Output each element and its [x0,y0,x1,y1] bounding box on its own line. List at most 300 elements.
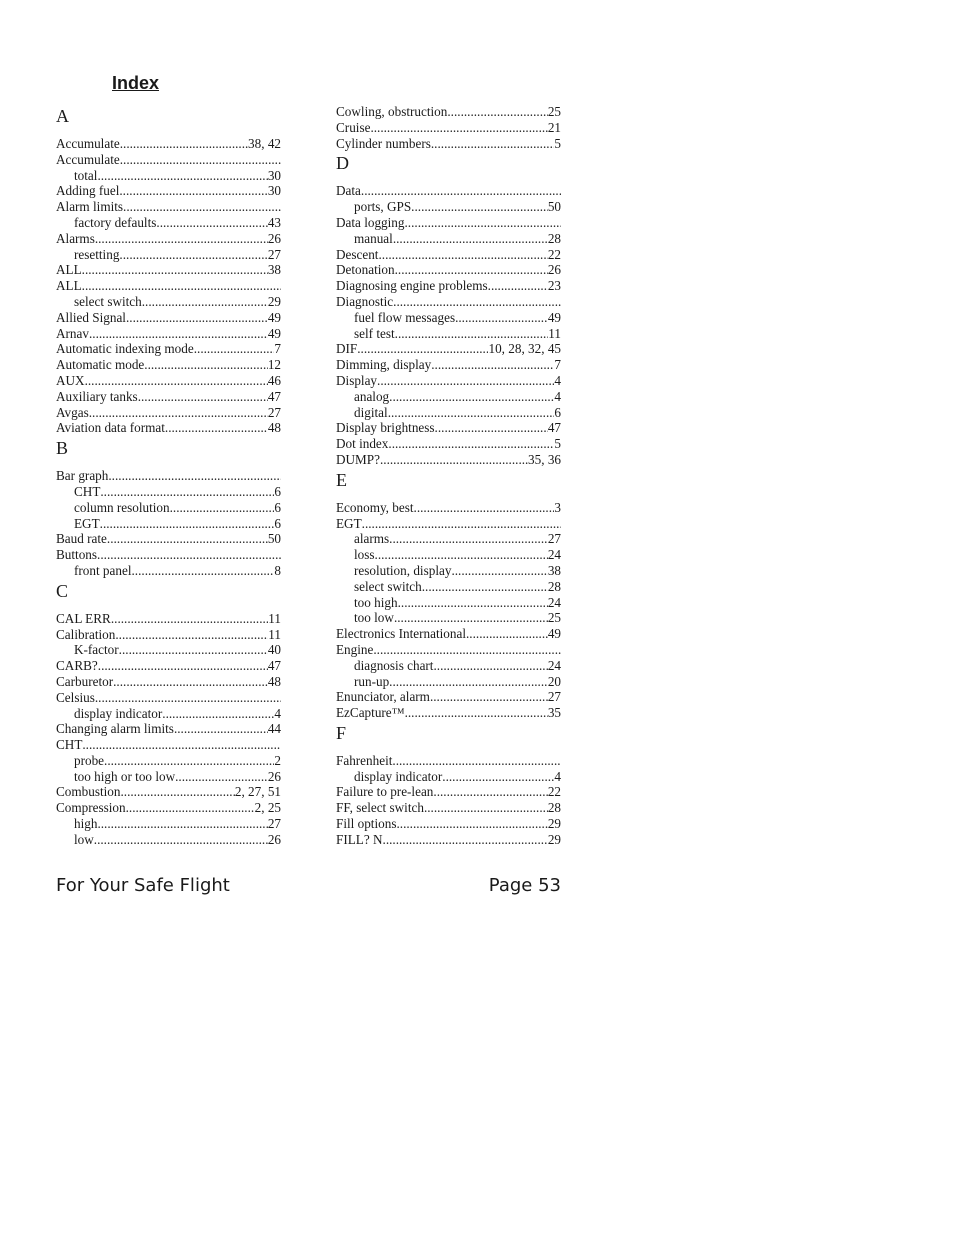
dot-leader [100,516,275,532]
entry-term: digital [354,404,388,420]
entry-term: Cruise [336,119,371,135]
entry-term: Changing alarm limits [56,721,174,737]
entry-pages: 26 [547,262,561,278]
entry-term: Avgas [56,404,89,420]
index-entry [56,152,281,168]
index-entry [56,658,281,674]
entry-term: select switch [74,293,142,309]
entry-pages: 50 [547,199,561,215]
entry-pages: 35, 36 [528,451,561,467]
entry-pages: 38 [267,262,281,278]
entry-term: Cylinder numbers [336,135,431,151]
index-entry [336,278,561,294]
entry-pages: 4 [274,705,281,721]
index-entry [56,326,281,342]
entry-term: Data [336,183,361,199]
entry-pages: 46 [267,372,281,388]
dot-leader [120,784,234,800]
entry-pages: 44 [267,721,281,737]
entry-pages: 26 [267,230,281,246]
index-subentry [336,547,561,563]
entry-pages: 27 [547,689,561,705]
index-subentry [336,595,561,611]
section-letter: E [336,469,347,490]
entry-term: diagnosis chart [354,657,434,673]
dot-leader [389,674,548,690]
dot-leader [94,832,268,848]
entry-term: Aviation data format [56,420,165,436]
index-entry [56,231,281,247]
dot-leader [389,389,554,405]
entry-pages: 48 [267,673,281,689]
entry-pages: 29 [547,831,561,847]
index-entry [56,784,281,800]
entry-term: Display brightness [336,420,435,436]
entry-pages: 10, 28, 32, 45 [488,341,561,357]
index-entry [336,626,561,642]
dot-leader [175,769,268,785]
dot-leader [433,658,547,674]
dot-leader [138,389,268,405]
dot-leader [89,326,268,342]
entry-term: Carburetor [56,673,114,689]
dot-leader [394,610,548,626]
entry-term: Diagnostic [336,293,394,309]
dot-leader [362,516,561,532]
index-entry [336,420,561,436]
section-letter: C [56,580,69,601]
entry-pages: 11 [268,626,281,642]
dot-leader [126,800,255,816]
index-subentry [56,563,281,579]
entry-pages: 28 [547,578,561,594]
index-title: Index [112,73,160,93]
index-entry [336,262,561,278]
index-subentry [336,579,561,595]
entry-term: CHT [74,483,101,499]
index-entry [336,832,561,848]
entry-term: select switch [354,578,422,594]
dot-leader [466,626,548,642]
index-subentry [336,389,561,405]
entry-term: Dot index [336,436,389,452]
index-entry [56,199,281,215]
entry-term: too high or too low [74,768,176,784]
entry-pages: 27 [267,404,281,420]
dot-leader [442,769,554,785]
entry-pages: 4 [554,388,561,404]
dot-leader [383,832,548,848]
entry-pages: 23 [547,278,561,294]
index-entry [56,800,281,816]
index-entry [56,405,281,421]
entry-term: Fill options [336,816,397,832]
entry-term: Engine [336,641,374,657]
index-entry [56,531,281,547]
dot-leader [82,737,281,753]
dot-leader [85,373,268,389]
entry-term: ALL [56,262,82,278]
entry-pages: 47 [547,420,561,436]
entry-term: loss [354,547,375,563]
dot-leader [398,595,548,611]
index-subentry [336,658,561,674]
dot-leader [395,262,548,278]
dot-leader [123,199,281,215]
index-entry [56,262,281,278]
dot-leader [119,183,267,199]
dot-leader [488,278,548,294]
index-entry [56,357,281,373]
dot-leader [156,215,267,231]
entry-pages: 7 [554,357,561,373]
entry-term: column resolution [74,499,170,515]
dot-leader [108,468,281,484]
entry-term: alarms [354,531,390,547]
index-entry [56,420,281,436]
entry-term: self test [354,325,395,341]
index-entry [56,389,281,405]
entry-term: DIF [336,341,358,357]
index-subentry [56,769,281,785]
dot-leader [431,136,555,152]
index-subentry [336,769,561,785]
entry-term: fuel flow messages [354,309,456,325]
entry-term: CARB? [56,658,98,674]
dot-leader [361,183,561,199]
entry-pages: 6 [274,483,281,499]
entry-term: factory defaults [74,214,157,230]
entry-term: CHT [56,737,83,753]
dot-leader [98,658,268,674]
entry-pages: 49 [547,309,561,325]
entry-pages: 4 [554,372,561,388]
section-letter: A [56,106,69,126]
index-subentry [336,326,561,342]
entry-term: CAL ERR [56,610,111,626]
entry-term: Buttons [56,547,98,563]
dot-leader [170,500,275,516]
entry-term: Diagnosing engine problems [336,278,488,294]
entry-term: Economy, best [336,499,414,515]
entry-term: AUX [56,372,85,388]
dot-leader [120,152,281,168]
entry-pages: 40 [267,642,281,658]
index-entry [336,357,561,373]
dot-leader [82,262,268,278]
entry-pages: 26 [267,768,281,784]
entry-term: Accumulate [56,151,120,167]
index-entry [56,627,281,643]
dot-leader [115,627,268,643]
dot-leader [126,310,268,326]
entry-term: Data logging [336,214,405,230]
index-entry [56,721,281,737]
index-subentry [56,816,281,832]
entry-pages: 48 [267,420,281,436]
index-entry [336,247,561,263]
index-subentry [336,674,561,690]
entry-pages: 30 [267,167,281,183]
entry-term: low [74,831,94,847]
dot-leader [389,531,548,547]
dot-leader [405,705,548,721]
entry-term: Calibration [56,626,116,642]
dot-leader [396,816,547,832]
entry-term: Automatic mode [56,357,145,373]
index-subentry [336,610,561,626]
entry-term: Allied Signal [56,309,126,325]
index-entry [56,373,281,389]
entry-term: Failure to pre-lean [336,784,434,800]
entry-pages: 49 [547,626,561,642]
dot-leader [393,231,548,247]
entry-term: EzCapture™ [336,705,405,721]
entry-pages: 38, 42 [248,136,281,151]
entry-term: front panel [74,562,132,578]
entry-pages: 30 [267,183,281,199]
entry-term: Descent [336,246,379,262]
dot-leader [451,563,547,579]
entry-pages: 20 [547,673,561,689]
entry-term: DUMP? [336,451,380,467]
entry-pages: 22 [547,246,561,262]
dot-leader [395,326,549,342]
entry-term: too high [354,594,398,610]
dot-leader [100,484,274,500]
entry-term: Arnav [56,325,89,341]
index-entry [336,183,561,199]
dot-leader [388,436,554,452]
entry-term: Baud rate [56,531,107,547]
entry-term: Display [336,372,378,388]
entry-pages: 6 [274,515,281,531]
dot-leader [119,642,268,658]
index-entry [336,816,561,832]
entry-term: manual [354,230,393,246]
dot-leader [370,120,547,136]
footer-page-number: Page 53 [488,875,561,896]
dot-leader [405,215,562,231]
index-entry [56,183,281,199]
index-entry [56,310,281,326]
index-entry [336,784,561,800]
index-entry [336,689,561,705]
index-entry [336,215,561,231]
index-column-right [336,104,561,848]
entry-pages: 3 [554,499,561,515]
entry-pages: 47 [267,658,281,674]
entry-pages: 21 [547,119,561,135]
index-entry [56,674,281,690]
entry-term: total [74,167,98,183]
entry-pages: 11 [268,610,281,626]
dot-leader [373,642,561,658]
entry-term: probe [74,752,105,768]
entry-term: Dimming, display [336,357,432,373]
dot-leader [174,721,268,737]
entry-pages: 25 [547,104,561,119]
dot-leader [95,231,268,247]
dot-leader [162,706,274,722]
entry-pages: 8 [274,562,281,578]
entry-term: too low [354,610,394,626]
dot-leader [97,168,267,184]
index-subentry [56,832,281,848]
dot-leader [378,247,547,263]
index-entry [336,294,561,310]
index-subentry [56,753,281,769]
entry-term: Auxiliary tanks [56,388,138,404]
dot-leader [111,611,268,627]
entry-pages: 24 [547,547,561,563]
index-entry [336,136,561,152]
dot-leader [82,278,281,294]
entry-pages: 28 [547,230,561,246]
index-entry [56,737,281,753]
index-subentry [56,215,281,231]
index-subentry [336,310,561,326]
dot-leader [132,563,275,579]
dot-leader [95,690,281,706]
entry-term: Bar graph [56,468,109,484]
dot-leader [113,674,268,690]
entry-pages: 49 [267,325,281,341]
dot-leader [411,199,548,215]
entry-term: Enunciator, alarm [336,689,430,705]
section-letter: D [336,153,349,174]
dot-leader [455,310,548,326]
entry-pages: 2, 25 [254,800,281,816]
dot-leader [380,452,528,468]
entry-term: resolution, display [354,562,452,578]
index-entry [336,452,561,468]
dot-leader [393,294,561,310]
entry-term: resetting [74,246,120,262]
dot-leader [433,784,547,800]
index-subentry [336,563,561,579]
entry-term: Celsius [56,689,95,705]
index-subentry [56,516,281,532]
entry-term: Accumulate [56,136,120,151]
index-entry [336,436,561,452]
dot-leader [89,405,268,421]
entry-pages: 25 [547,610,561,626]
entry-pages: 11 [548,325,561,341]
entry-term: Cowling, obstruction [336,104,448,119]
entry-pages: 7 [274,341,281,357]
dot-leader [107,531,268,547]
dot-leader [431,357,554,373]
index-subentry [56,247,281,263]
entry-pages: 27 [267,816,281,832]
entry-term: Electronics International [336,626,466,642]
entry-pages: 2 [274,752,281,768]
entry-term: K-factor [74,642,119,658]
entry-term: Combustion [56,784,121,800]
index-entry [336,373,561,389]
index-entry [336,104,561,120]
dot-leader [424,800,548,816]
entry-pages: 43 [267,214,281,230]
index-subentry [56,168,281,184]
dot-leader [97,547,281,563]
index-entry [336,800,561,816]
entry-term: high [74,816,98,832]
index-entry [56,341,281,357]
dot-leader [422,579,548,595]
entry-pages: 27 [547,531,561,547]
dot-leader [377,373,554,389]
entry-term: Alarm limits [56,199,124,215]
entry-pages: 4 [554,768,561,784]
index-entry [56,278,281,294]
index-entry [56,690,281,706]
entry-pages: 12 [267,357,281,373]
entry-term: Detonation [336,262,395,278]
dot-leader [388,405,555,421]
index-subentry [56,642,281,658]
entry-pages: 5 [554,436,561,452]
index-entry [336,500,561,516]
entry-term: FF, select switch [336,800,424,816]
dot-leader [97,816,267,832]
entry-term: run-up [354,673,390,689]
entry-term: Compression [56,800,126,816]
dot-leader [375,547,548,563]
entry-term: Fahrenheit [336,752,393,768]
entry-pages: 38 [547,562,561,578]
dot-leader [104,753,274,769]
dot-leader [120,136,248,152]
entry-pages: 26 [267,831,281,847]
dot-leader [435,420,548,436]
dot-leader [142,294,268,310]
entry-term: Adding fuel [56,183,120,199]
entry-pages: 27 [267,246,281,262]
index-entry [56,468,281,484]
index-column-left [56,104,281,848]
entry-term: display indicator [74,705,163,721]
entry-term: display indicator [354,768,443,784]
entry-pages: 29 [267,293,281,309]
entry-pages: 29 [547,816,561,832]
entry-pages: 35 [547,705,561,721]
index-subentry [56,500,281,516]
index-subentry [56,706,281,722]
entry-pages: 50 [267,531,281,547]
index-entry [336,642,561,658]
entry-term: FILL? N [336,831,383,847]
index-entry [336,705,561,721]
entry-pages: 2, 27, 51 [234,784,281,800]
section-letter: B [56,438,69,459]
entry-pages: 47 [267,388,281,404]
entry-term: Automatic indexing mode [56,341,194,357]
index-subentry [336,531,561,547]
footer-title: For Your Safe Flight [56,875,230,896]
entry-term: analog [354,388,390,404]
index-subentry [336,199,561,215]
entry-pages: 6 [554,404,561,420]
entry-term: ALL [56,278,82,294]
entry-pages: 24 [547,594,561,610]
index-subentry [336,231,561,247]
entry-term: EGT [74,515,100,531]
dot-leader [194,341,275,357]
section-letter: F [336,722,347,743]
dot-leader [414,500,555,516]
